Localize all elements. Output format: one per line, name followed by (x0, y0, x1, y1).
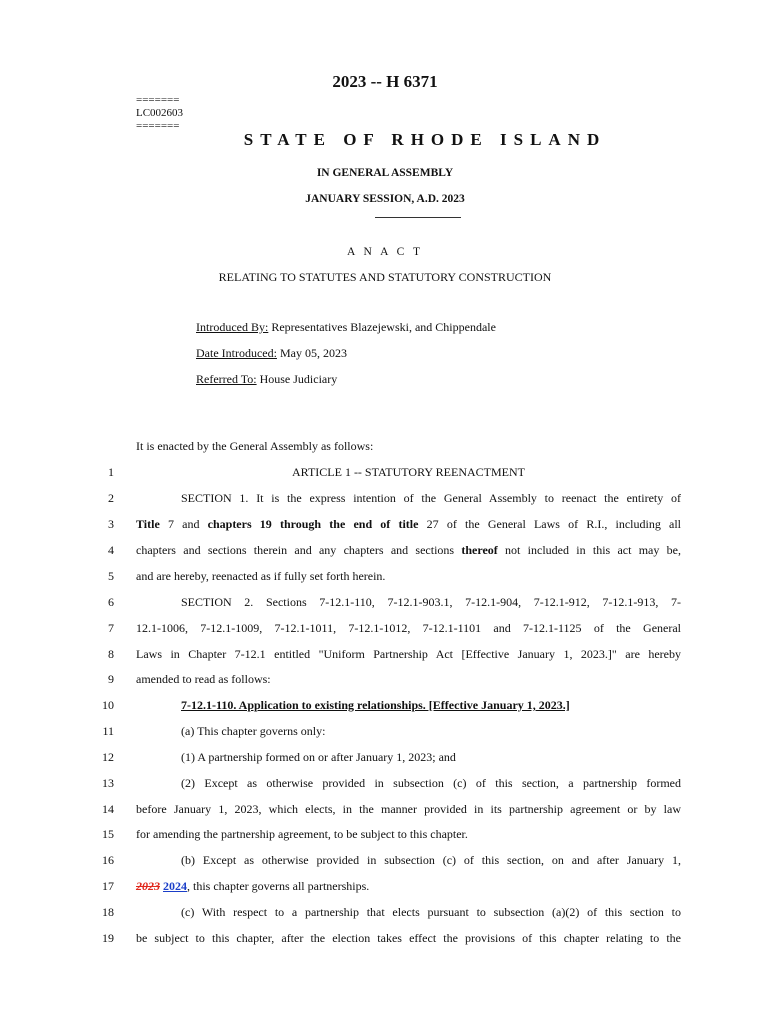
introduced-by-value: Representatives Blazejewski, and Chippendale (268, 320, 496, 334)
introduced-by (196, 320, 496, 335)
session-divider (375, 217, 461, 218)
line-number: 8 (108, 647, 114, 661)
text-line: SECTION 2. Sections 7-12.1-110, 7-12.1-903.1, 7-12.1-904, 7-12.1-912, 7-12.1-913, 7- (181, 595, 681, 609)
date-introduced-label: Date Introduced: (196, 346, 277, 360)
line-number: 19 (102, 931, 114, 945)
bold-text: Title (136, 517, 160, 531)
line-number: 18 (102, 905, 114, 919)
text-line: (1) A partnership formed on or after January 1, 2023; and (181, 750, 456, 764)
introduced-by-label: Introduced By: (196, 320, 269, 334)
line-number: 5 (108, 569, 114, 583)
date-introduced (196, 346, 347, 361)
line-number: 6 (108, 595, 114, 609)
lc-rule-bottom: ======= (136, 120, 180, 132)
plain-text: , this chapter governs all partnerships. (187, 879, 370, 893)
line-number: 15 (102, 827, 114, 841)
line-number: 9 (108, 672, 114, 686)
plain-text: 27 of the General Laws of R.I., including all (418, 517, 681, 531)
text-line: (a) This chapter governs only: (181, 724, 326, 738)
plain-text: chapters and sections therein and any chapters and sections (136, 543, 462, 557)
section-heading: 7-12.1-110. Application to existing relationships. [Effective January 1, 2023.] (181, 698, 570, 712)
line-number: 2 (108, 491, 114, 505)
text-line: (c) With respect to a partnership that elects pursuant to subsection (a)(2) of this section to (181, 905, 681, 919)
assembly-heading: IN GENERAL ASSEMBLY (316, 167, 454, 179)
line-number: 3 (108, 517, 114, 531)
bold-text: chapters 19 through the end of title (207, 517, 419, 531)
bill-number: 2023 -- H 6371 (332, 72, 438, 91)
plain-text: not included in this act may be, (497, 543, 681, 557)
lc-rule-top: ======= (136, 94, 180, 106)
article-heading: ARTICLE 1 -- STATUTORY REENACTMENT (292, 465, 525, 479)
act-heading: A N A C T (347, 246, 423, 258)
line-number: 4 (108, 543, 114, 557)
text-line: (2) Except as otherwise provided in subsection (c) of this section, a partnership formed (181, 776, 681, 790)
lc-code: LC002603 (136, 107, 184, 119)
text-line: and are hereby, reenacted as if fully set forth herein. (136, 569, 386, 583)
line-number: 16 (102, 853, 114, 867)
line-number: 10 (102, 698, 114, 712)
act-subject: RELATING TO STATUTES AND STATUTORY CONSTRUCTION (218, 270, 552, 284)
text-line: SECTION 1. It is the express intention of the General Assembly to reenact the entirety of (181, 491, 681, 505)
text-line: for amending the partnership agreement, to be subject to this chapter. (136, 827, 468, 841)
enacting-clause: It is enacted by the General Assembly as follows: (136, 439, 374, 453)
text-line (136, 517, 681, 532)
inserted-text: 2024 (163, 879, 187, 893)
line-number: 1 (108, 465, 114, 479)
plain-text: 7 and (159, 517, 208, 531)
referred-to (196, 372, 337, 387)
state-heading: STATE OF RHODE ISLAND (243, 130, 607, 149)
deleted-text: 2023 (136, 879, 160, 893)
text-line: before January 1, 2023, which elects, in the manner provided in its partnership agreement or by law (136, 802, 681, 816)
text-line: be subject to this chapter, after the election takes effect the provisions of this chapter relating to the (136, 931, 681, 945)
text-line: 12.1-1006, 7-12.1-1009, 7-12.1-1011, 7-12.1-1012, 7-12.1-1101 and 7-12.1-1125 of the General (136, 621, 681, 635)
line-number: 17 (102, 879, 114, 893)
text-line: amended to read as follows: (136, 672, 271, 686)
text-line: Laws in Chapter 7-12.1 entitled "Uniform Partnership Act [Effective January 1, 2023.]" are hereby (136, 647, 681, 661)
session-heading: JANUARY SESSION, A.D. 2023 (305, 193, 465, 205)
text-line (136, 543, 681, 558)
line-number: 7 (108, 621, 114, 635)
line-number: 14 (102, 802, 114, 816)
line-number: 13 (102, 776, 114, 790)
referred-to-value: House Judiciary (256, 372, 338, 386)
text-line: (b) Except as otherwise provided in subsection (c) of this section, on and after January 1, (181, 853, 681, 867)
referred-to-label: Referred To: (196, 372, 257, 386)
date-introduced-value: May 05, 2023 (276, 346, 347, 360)
line-number: 11 (102, 724, 114, 738)
text-line (136, 879, 369, 894)
line-number: 12 (102, 750, 114, 764)
bold-text: thereof (461, 543, 498, 557)
